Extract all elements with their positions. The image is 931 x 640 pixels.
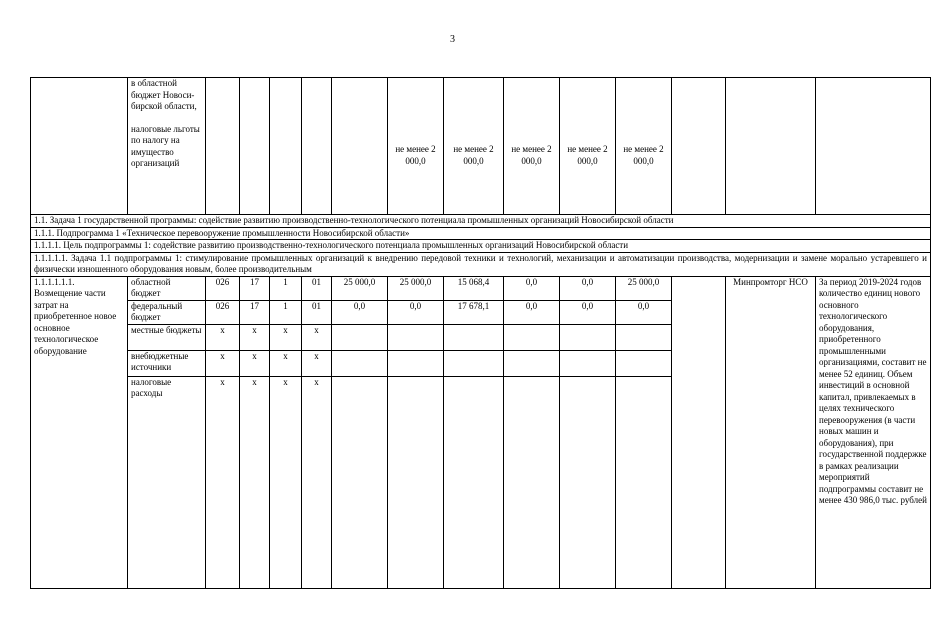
code-cell: 17 bbox=[240, 276, 270, 300]
empty-cell bbox=[672, 276, 726, 588]
value-cell bbox=[560, 78, 616, 215]
section-heading: 1.1.1.1.1. Задача 1.1 подпрограммы 1: стимулирование промышленных организаций к внедрению передовой техники и технологий, механизации и автоматизации производства, модернизации и замене морально устаревшего и физически изношенного оборудования новым, более производительным bbox=[31, 252, 931, 276]
value-cell bbox=[504, 376, 560, 588]
value-cell bbox=[560, 376, 616, 588]
code-cell: x bbox=[206, 324, 240, 350]
empty-cell bbox=[726, 78, 816, 215]
source-text: в областной бюджет Новоси-бирской области, bbox=[131, 78, 197, 111]
code-cell: x bbox=[302, 324, 332, 350]
empty-cell bbox=[672, 78, 726, 215]
code-cell: x bbox=[270, 324, 302, 350]
section-row bbox=[31, 227, 931, 240]
value-cell: 0,0 bbox=[504, 276, 560, 300]
code-cell: x bbox=[240, 350, 270, 376]
value-cell bbox=[504, 78, 560, 215]
code-cell: x bbox=[206, 376, 240, 588]
source-cell: внебюджетные источники bbox=[128, 350, 206, 376]
executor-cell: Минпромторг НСО bbox=[726, 276, 816, 588]
empty-cell bbox=[302, 78, 332, 215]
value-cell bbox=[616, 324, 672, 350]
source-cell bbox=[128, 78, 206, 215]
value-text: не менее 2 000,0 bbox=[453, 144, 494, 166]
value-cell bbox=[388, 350, 444, 376]
measure-name-cell: 1.1.1.1.1.1. Возмещение части затрат на приобретенное новое основное технологическое оборудование bbox=[31, 276, 128, 588]
source-cell: местные бюджеты bbox=[128, 324, 206, 350]
value-cell: 0,0 bbox=[560, 276, 616, 300]
value-cell bbox=[444, 78, 504, 215]
value-text: не менее 2 000,0 bbox=[567, 144, 608, 166]
value-cell bbox=[616, 376, 672, 588]
value-cell bbox=[616, 78, 672, 215]
value-text: не менее 2 000,0 bbox=[623, 144, 664, 166]
page-number: 3 bbox=[450, 34, 455, 45]
code-cell: x bbox=[302, 376, 332, 588]
code-cell: x bbox=[206, 350, 240, 376]
empty-cell bbox=[240, 78, 270, 215]
value-cell bbox=[388, 324, 444, 350]
section-row bbox=[31, 240, 931, 253]
value-cell bbox=[560, 324, 616, 350]
code-cell: 1 bbox=[270, 276, 302, 300]
code-cell: 01 bbox=[302, 276, 332, 300]
code-cell: 1 bbox=[270, 300, 302, 324]
section-row bbox=[31, 215, 931, 228]
value-cell bbox=[388, 376, 444, 588]
value-cell bbox=[504, 324, 560, 350]
value-cell bbox=[332, 376, 388, 588]
code-cell: x bbox=[240, 376, 270, 588]
code-cell: 01 bbox=[302, 300, 332, 324]
source-cell: налоговые расходы bbox=[128, 376, 206, 588]
value-cell: 0,0 bbox=[560, 300, 616, 324]
code-cell: x bbox=[240, 324, 270, 350]
source-cell: областной бюджет bbox=[128, 276, 206, 300]
result-cell: За период 2019-2024 годов количество единиц нового основного технологического оборудования, приобретенного промышленными организациями, составит не менее 52 единиц. Объем инвестиций в основной капитал, привлекаемых в целях технического перевооружения (в части новых машин и оборудования), при государственной поддержке в рамках реализации мероприятий подпрограммы составит не менее 430 986,0 тыс. рублей bbox=[816, 276, 931, 588]
value-cell: 25 000,0 bbox=[332, 276, 388, 300]
empty-cell bbox=[270, 78, 302, 215]
value-cell bbox=[332, 324, 388, 350]
value-cell bbox=[444, 376, 504, 588]
value-text: не менее 2 000,0 bbox=[511, 144, 552, 166]
empty-cell bbox=[206, 78, 240, 215]
value-cell bbox=[332, 350, 388, 376]
code-cell: x bbox=[302, 350, 332, 376]
value-cell: 0,0 bbox=[388, 300, 444, 324]
value-cell: 0,0 bbox=[504, 300, 560, 324]
code-cell: x bbox=[270, 376, 302, 588]
value-cell: 0,0 bbox=[332, 300, 388, 324]
value-cell bbox=[504, 350, 560, 376]
value-cell: 25 000,0 bbox=[388, 276, 444, 300]
top-block-row bbox=[31, 78, 931, 215]
empty-cell bbox=[332, 78, 388, 215]
value-cell: 17 678,1 bbox=[444, 300, 504, 324]
value-cell: 25 000,0 bbox=[616, 276, 672, 300]
value-cell bbox=[560, 350, 616, 376]
value-cell bbox=[444, 324, 504, 350]
value-cell bbox=[388, 78, 444, 215]
value-cell: 0,0 bbox=[616, 300, 672, 324]
program-measures-table bbox=[30, 77, 931, 589]
source-cell: федеральный бюджет bbox=[128, 300, 206, 324]
value-cell: 15 068,4 bbox=[444, 276, 504, 300]
code-cell: 026 bbox=[206, 276, 240, 300]
measure-row bbox=[31, 276, 931, 300]
code-cell: 026 bbox=[206, 300, 240, 324]
section-heading: 1.1. Задача 1 государственной программы: содействие развитию производственно-технологического потенциала промышленных организаций Новосибирской области bbox=[31, 215, 931, 228]
value-text: не менее 2 000,0 bbox=[395, 144, 436, 166]
source-text: налоговые льготы по налогу на имущество организаций bbox=[131, 123, 200, 168]
section-heading: 1.1.1.1. Цель подпрограммы 1: содействие развитию производственно-технологического потенциала промышленных организаций Новосибирской области bbox=[31, 240, 931, 253]
code-cell: 17 bbox=[240, 300, 270, 324]
code-cell: x bbox=[270, 350, 302, 376]
value-cell bbox=[616, 350, 672, 376]
empty-cell bbox=[31, 78, 128, 215]
empty-cell bbox=[816, 78, 931, 215]
section-row bbox=[31, 252, 931, 276]
section-heading: 1.1.1. Подпрограмма 1 «Техническое перевооружение промышленности Новосибирской области» bbox=[31, 227, 931, 240]
value-cell bbox=[444, 350, 504, 376]
